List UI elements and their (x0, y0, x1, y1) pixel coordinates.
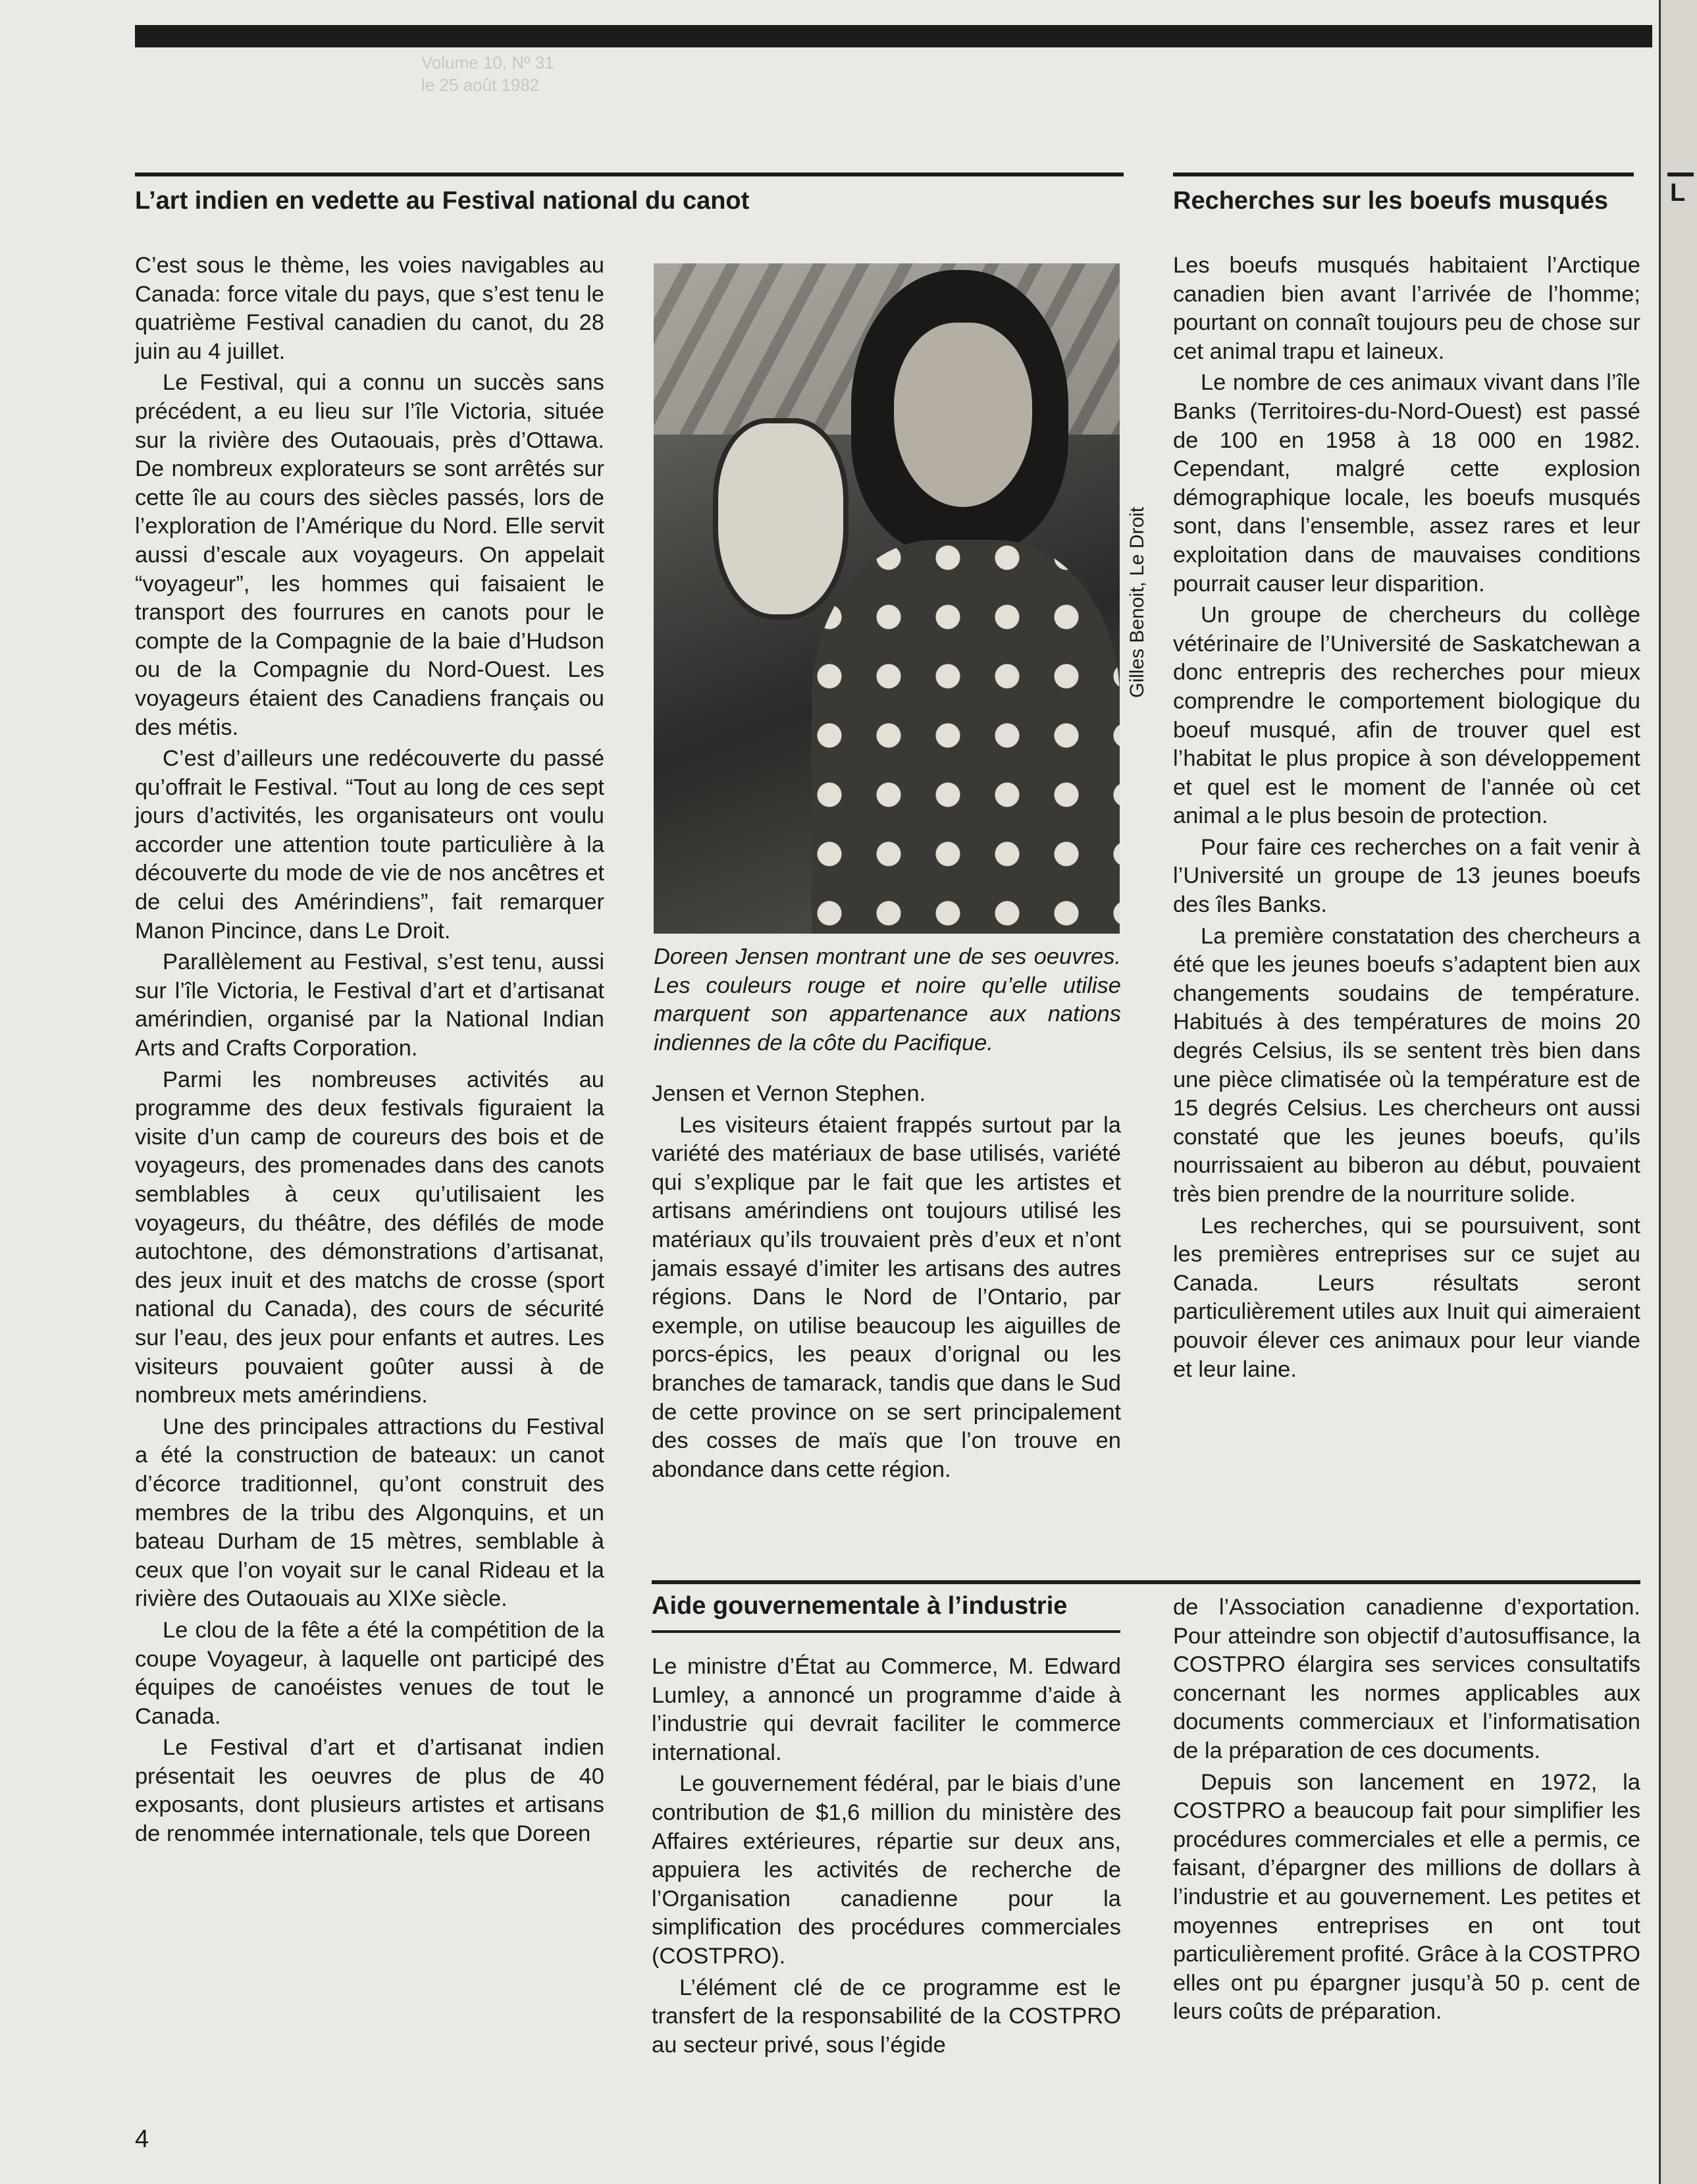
musk-para: Le nombre de ces animaux vivant dans l’île Banks (Territoires-du-Nord-Ouest) est passé de 100 en 1958 à 18 000 en 1982. Cependant, malgré cette explosion démographique locale, les boeufs musqués sont, dans l’ensemble, assez rares et leur exploitation dans de mauvaises conditions pourrait causer leur disparition. (1173, 370, 1640, 597)
doreen-jensen-photo (654, 263, 1120, 934)
aid-para: de l’Association canadienne d’exportation. Pour atteindre son objectif d’autosuffisance, la COSTPRO élargira ses services consultatifs concernant les normes applicables aux documents commerciaux et l’informatisation de la préparation de ces documents. (1173, 1595, 1640, 1763)
aid-para: Le ministre d’État au Commerce, M. Edward Lumley, a annoncé un programme d’aide à l’industrie qui devrait faciliter le commerce international. (652, 1654, 1121, 1765)
carved-mask (713, 418, 848, 620)
canoe-para: C’est sous le thème, les voies navigables au Canada: force vitale du pays, que s’est tenu le quatrième Festival canadien du canot, du 28 juin au 4 juillet. (135, 253, 604, 364)
canoe-para: Jensen et Vernon Stephen. (652, 1081, 926, 1106)
next-page-edge (1659, 0, 1697, 2184)
canoe-para: Parmi les nombreuses activités au programme des deux festivals figuraient la visite d’un camp de coureurs des bois et de voyageurs, des promenades dans des canots semblables à ceux qu’utilisaient les voyageurs, du théâtre, des défilés de mode autochtone, des démonstrations d’artisanat, des jeux inuit et des matchs de crosse (sport national du Canada), des cours de sécurité sur l’eau, des jeux pour enfants et autres. Les visiteurs pouvaient goûter aussi à de nombreux mets amérindiens. (135, 1067, 604, 1408)
musk-para: Pour faire ces recherches on a fait venir à l’Université un groupe de 13 jeunes boeufs des îles Banks. (1173, 834, 1640, 918)
canoe-column-1 (135, 252, 604, 1851)
bleedthrough-date: le 25 août 1982 (421, 75, 540, 95)
musk-column (1173, 252, 1640, 1387)
photo-credit: Gilles Benoit, Le Droit (1126, 506, 1148, 698)
next-page-fragment: L (1670, 179, 1686, 207)
photo-caption: Doreen Jensen montrant une de ses oeuvres. Les couleurs rouge et noire qu’elle utilise marquent son appartenance aux nations indiennes de la côte du Pacifique. (654, 944, 1121, 1055)
musk-article-title: Recherches sur les boeufs musqués (1173, 187, 1609, 215)
page-number: 4 (135, 2125, 149, 2153)
aid-para: Le gouvernement fédéral, par le biais d’une contribution de $1,6 million du ministère des Affaires extérieures, répartie sur deux ans, appuiera les activités de recherche de l’Organisation canadienne pour la simplification des procédures commerciales (COSTPRO). (652, 1771, 1121, 1969)
aid-para: L’élément clé de ce programme est le transfert de la responsabilité de la COSTPRO au secteur privé, sous l’égide (652, 1975, 1121, 2058)
aid-column-2 (1173, 1593, 1640, 2029)
headline-rule (135, 173, 1124, 176)
canoe-para: Parallèlement au Festival, s’est tenu, aussi sur l’île Victoria, le Festival d’art et d’artisanat amérindien, organisé par la National Indian Arts and Crafts Corporation. (135, 949, 604, 1061)
header-bar (135, 25, 1652, 47)
canoe-para: C’est d’ailleurs une redécouverte du passé qu’offrait le Festival. “Tout au long de ces sept jours d’activités, les organisateurs ont voulu accorder une attention toute particulière à la découverte du mode de vie de nos ancêtres et de celui des Amérindiens”, fait remarquer Manon Pincince, dans Le Droit. (135, 746, 604, 944)
musk-para: Les boeufs musqués habitaient l’Arctique canadien bien avant l’arrivée de l’homme; pourtant on connaît toujours peu de chose sur cet animal trapu et laineux. (1173, 253, 1640, 364)
canoe-para: Le clou de la fête a été la compétition de la coupe Voyageur, à laquelle ont participé des équipes de canoéistes venues de tout le Canada. (135, 1617, 604, 1729)
bleedthrough-header (421, 51, 592, 96)
aid-title-underline (652, 1630, 1120, 1633)
canoe-article-title: L’art indien en vedette au Festival national du canot (135, 187, 750, 215)
canoe-para: Une des principales attractions du Festival a été la construction de bateaux: un canot d’écorce traditionnel, qu’ont construit des membres de la tribu des Algonquins, et un bateau Durham de 15 mètres, semblable à ceux que l’on voyait sur le canal Rideau et la rivière des Outaouais au XIXe siècle. (135, 1414, 604, 1612)
musk-headline-rule (1173, 173, 1634, 176)
canoe-column-2 (652, 1080, 1121, 1487)
aid-para: Depuis son lancement en 1972, la COSTPRO a beaucoup fait pour simplifier les procédures commerciales et elle a permis, ce faisant, d’épargner des millions de dollars à l’industrie et au gouvernement. Les petites et moyennes entreprises en ont tout particulièrement profité. Grâce à la COSTPRO elles ont pu épargner jusqu’à 50 p. cent de leurs coûts de préparation. (1173, 1769, 1640, 2025)
aid-column-1 (652, 1653, 1121, 2062)
aid-headline-rule (652, 1580, 1640, 1584)
canoe-para: Le Festival, qui a connu un succès sans précédent, a eu lieu sur l’île Victoria, située sur la rivière des Outaouais, près d’Ottawa. De nombreux explorateurs se sont arrêtés sur cette île au cours des siècles passés, lors de l’exploration de l’Amérique du Nord. Elle servit aussi d’escale aux voyageurs. On appelait “voyageur”, les hommes qui faisaient le transport des fourrures en canots pour le compte de la Compagnie de la baie d’Hudson ou de la Compagnie du Nord-Ouest. Les voyageurs étaient des Canadiens français ou des métis. (135, 370, 604, 740)
musk-para: La première constatation des chercheurs a été que les jeunes boeufs s’adaptent bien aux changements soudains de température. Habitués à des températures de moins 20 degrés Celsius, ils se sentent très bien dans une pièce climatisée où la température est de 15 degrés Celsius. Les chercheurs ont aussi constaté que les jeunes boeufs, qu’ils nourrissaient au biberon au début, pouvaient très bien prendre de la nourriture solide. (1173, 923, 1640, 1207)
musk-para: Un groupe de chercheurs du collège vétérinaire de l’Université de Saskatchewan a donc entrepris des recherches pour mieux comprendre le comportement biologique du boeuf musqué, afin de trouver quel est l’habitat le plus propice à son développement et quel est le moment de l’année où cet animal a le plus besoin de protection. (1173, 602, 1640, 829)
canoe-para: Les visiteurs étaient frappés surtout par la variété des matériaux de base utilisés, variété qui s’explique par le fait que les artistes et artisans amérindiens ont toujours utilisé les matériaux qu’ils trouvaient près d’eux et n’ont jamais essayé d’imiter les artisans des autres régions. Dans le Nord de l’Ontario, par exemple, on utilise beaucoup les aiguilles de porcs-épics, les peaux d’orignal ou les branches de tamarack, tandis que dans le Sud de cette province on se sert principalement des cosses de maïs que l’on trouve en abondance dans cette région. (652, 1112, 1121, 1482)
canoe-para: Le Festival d’art et d’artisanat indien présentait les oeuvres de plus de 40 exposants, dont plusieurs artistes et artisans de renommée internationale, tels que Doreen (135, 1735, 604, 1847)
musk-para: Les recherches, qui se poursuivent, sont les premières entreprises sur ce sujet au Canada. Leurs résultats seront particulièrement utiles aux Inuit qui aimeraient pouvoir élever ces animaux pour leur viande et leur laine. (1173, 1213, 1640, 1382)
bleedthrough-volume: Volume 10, Nº 31 (421, 53, 554, 72)
aid-article-title: Aide gouvernementale à l’industrie (652, 1592, 1068, 1620)
